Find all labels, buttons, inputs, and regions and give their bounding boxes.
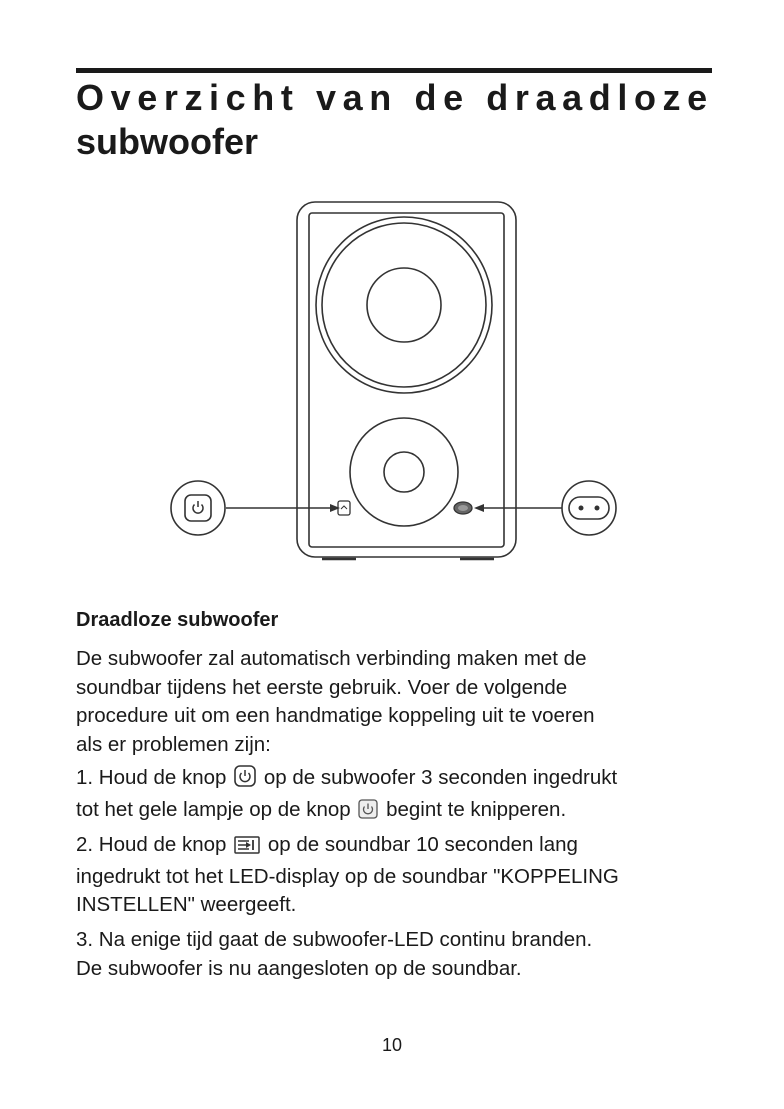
step-3 bbox=[76, 926, 726, 983]
power-icon bbox=[193, 501, 203, 513]
bass-port-inner bbox=[384, 452, 424, 492]
step-2-text-a: 2. Houd de knop bbox=[76, 833, 227, 856]
woofer-dust-cap bbox=[367, 268, 441, 342]
subwoofer-cabinet bbox=[297, 202, 516, 557]
arrow-to-power-connector bbox=[474, 504, 484, 512]
step-1-line-1 bbox=[76, 764, 726, 796]
step-3-line-2: De subwoofer is nu aangesloten op de soundbar. bbox=[76, 956, 522, 980]
subwoofer-drawing bbox=[160, 195, 630, 575]
title-line-2: subwoofer bbox=[76, 121, 259, 162]
section-heading: Draadloze subwoofer bbox=[76, 609, 279, 631]
top-rule bbox=[76, 68, 712, 73]
page-title bbox=[76, 76, 716, 164]
intro-line: De subwoofer zal automatisch verbinding maken met de bbox=[76, 647, 587, 670]
power-connector-callout bbox=[562, 481, 616, 535]
intro-line: soundbar tijdens het eerste gebruik. Voer de volgende bbox=[76, 675, 568, 699]
step-3-line-1: 3. Na enige tijd gaat de subwoofer-LED continu branden. bbox=[76, 928, 593, 951]
step-2-line-3: INSTELLEN" weergeeft. bbox=[76, 893, 297, 916]
power-button-callout bbox=[171, 481, 225, 535]
power-connector-pin-right bbox=[595, 506, 600, 511]
step-1-text-c: tot het gele lampje op de knop bbox=[76, 797, 351, 821]
bass-port-outer bbox=[350, 418, 458, 526]
intro-line: procedure uit om een handmatige koppeling uit te voeren bbox=[76, 704, 595, 727]
page-number: 10 bbox=[381, 1035, 403, 1055]
step-2-line-1 bbox=[76, 831, 726, 863]
subwoofer-illustration bbox=[160, 195, 630, 575]
input-source-icon bbox=[234, 834, 260, 863]
step-1-text-b: op de subwoofer 3 seconden ingedrukt bbox=[263, 766, 618, 789]
power-icon bbox=[358, 799, 378, 828]
title-line-1: Overzicht van de draadloze bbox=[76, 77, 714, 118]
intro-paragraph bbox=[76, 645, 726, 759]
step-1-line-2 bbox=[76, 796, 726, 828]
power-connector-pin-left bbox=[579, 506, 584, 511]
woofer-outer-ring bbox=[316, 217, 492, 393]
step-2-line-2: ingedrukt tot het LED-display op de soundbar "KOPPELING bbox=[76, 864, 619, 888]
step-2-text-b: op de soundbar 10 seconden lang bbox=[267, 833, 578, 856]
intro-line: als er problemen zijn: bbox=[76, 732, 271, 756]
step-1 bbox=[76, 764, 726, 827]
step-2 bbox=[76, 831, 726, 920]
step-1-text-a: 1. Houd de knop bbox=[76, 766, 227, 789]
step-1-text-d: begint te knipperen. bbox=[386, 797, 567, 821]
power-icon bbox=[234, 765, 256, 796]
